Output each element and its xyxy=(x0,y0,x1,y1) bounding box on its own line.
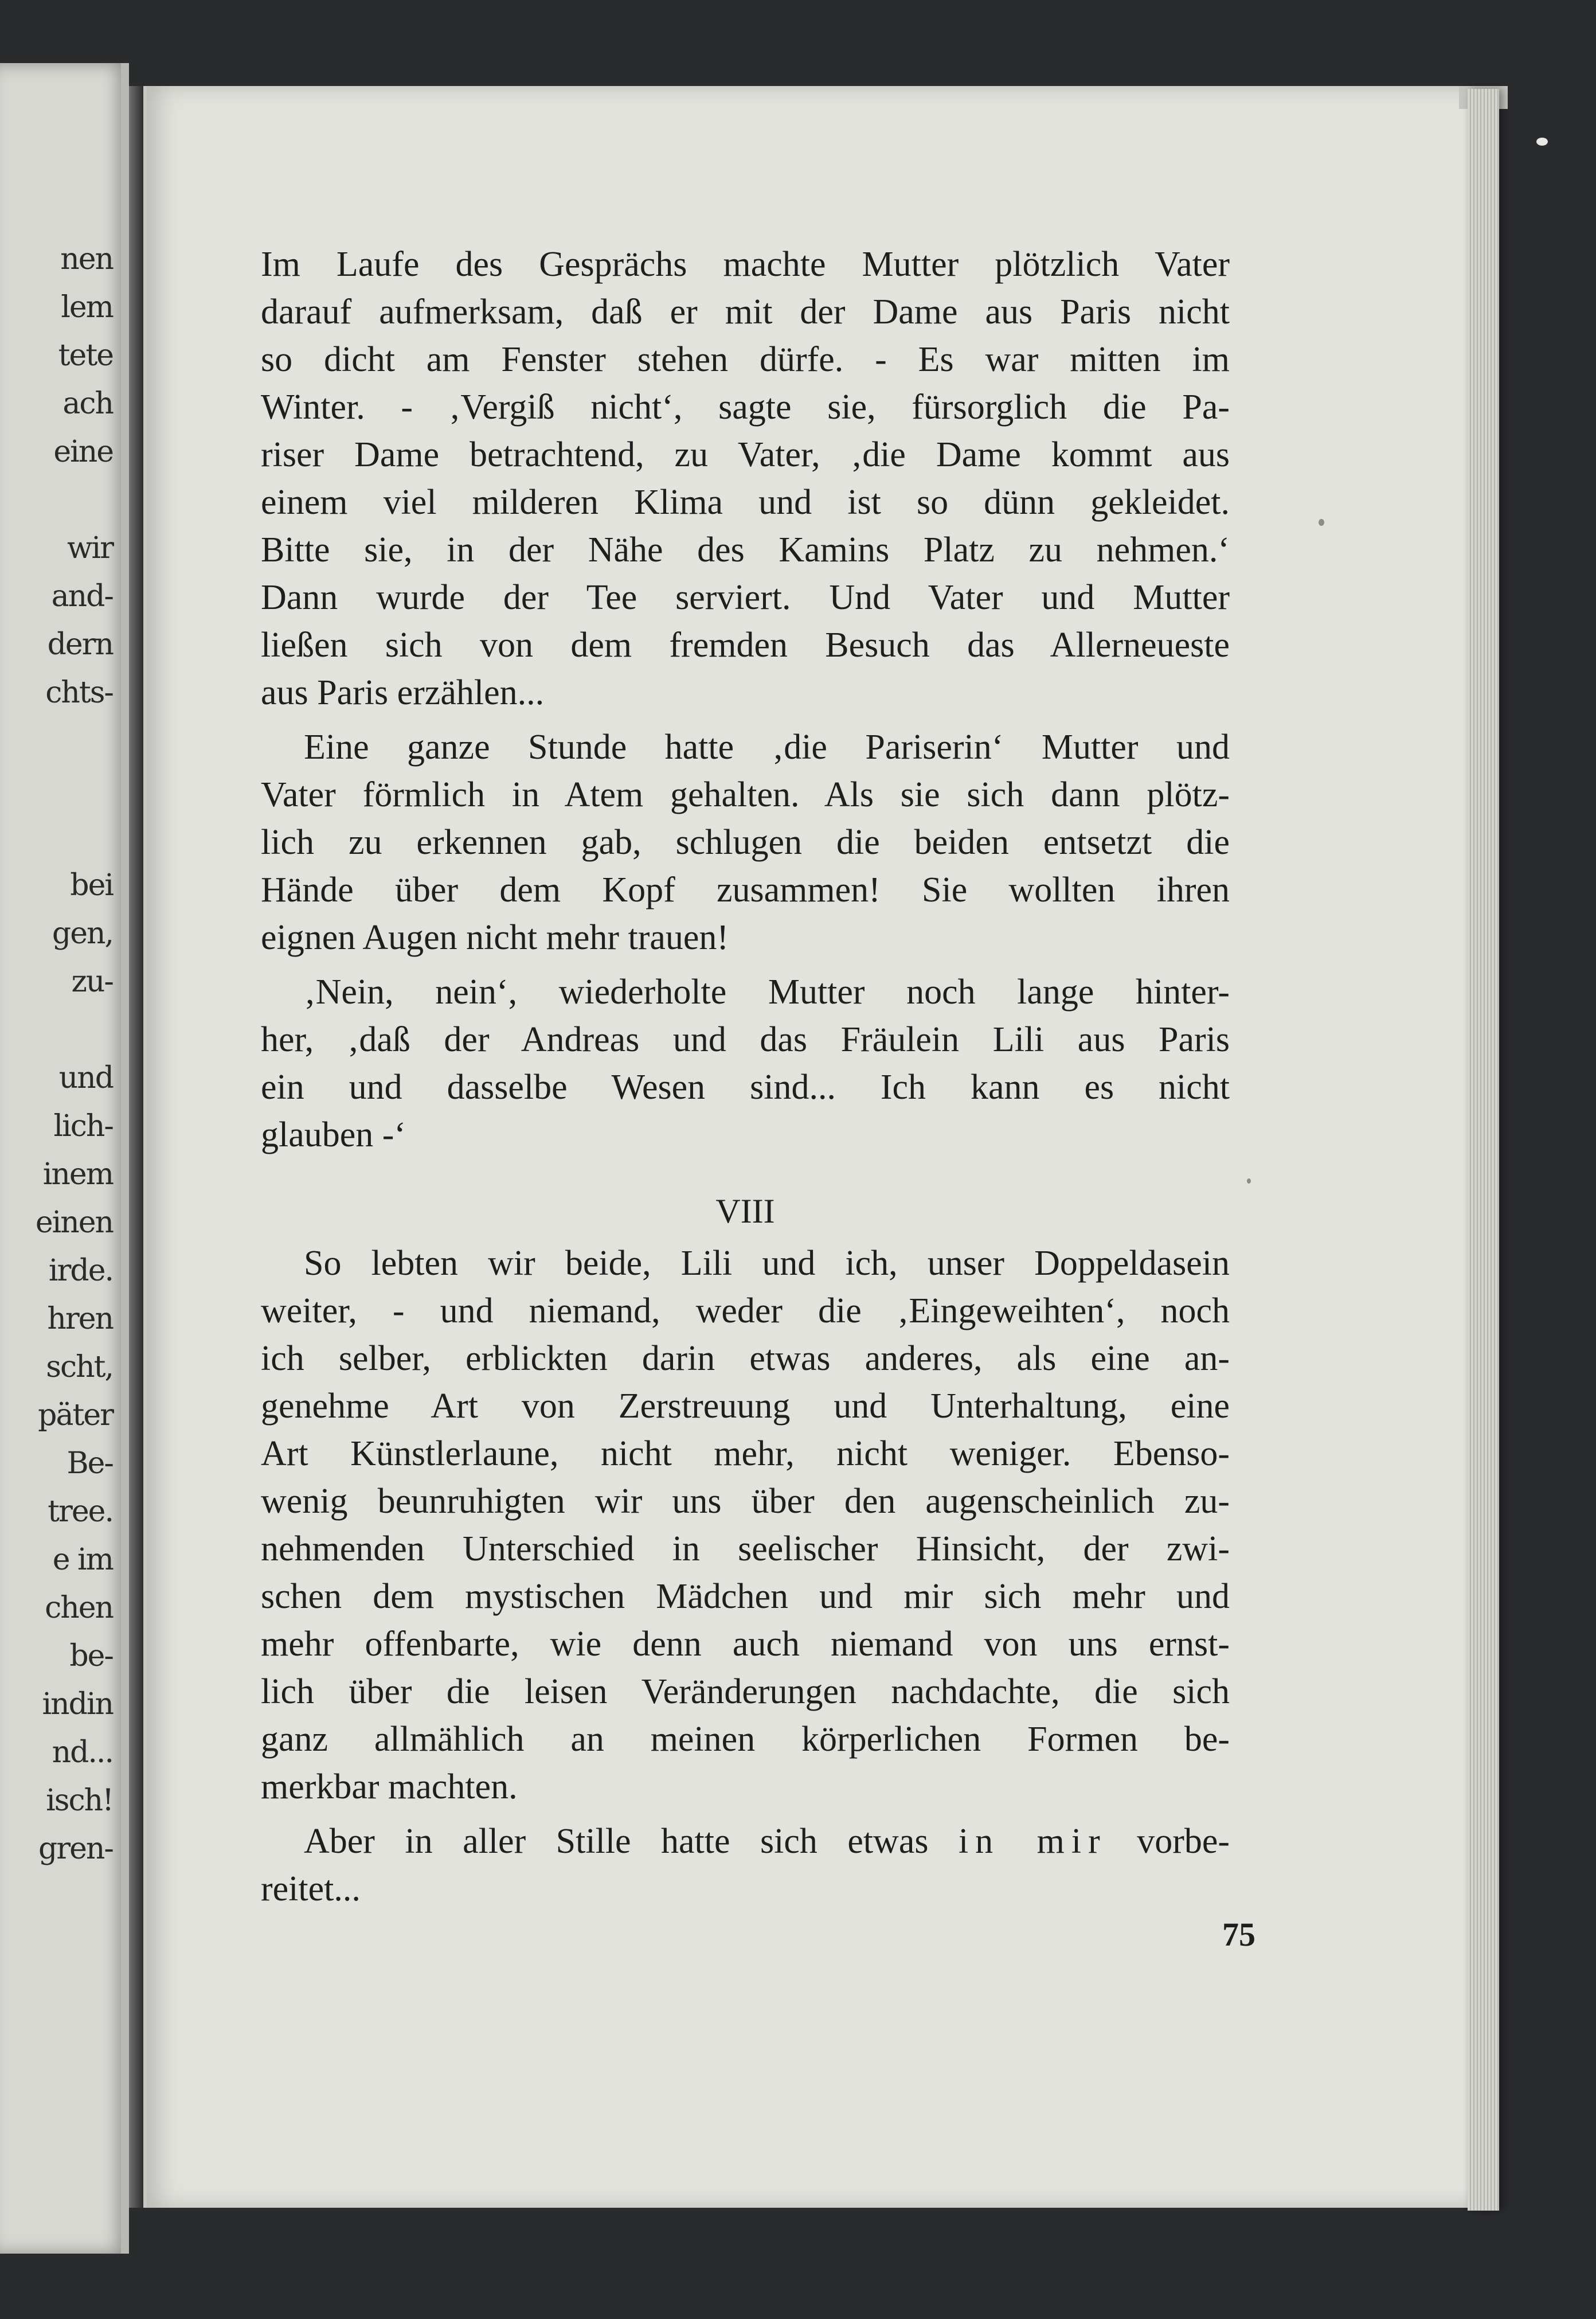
left-fragment: dern xyxy=(47,627,113,662)
left-fragment: chts- xyxy=(45,676,113,710)
left-page xyxy=(0,63,129,2254)
text-line: ‚Nein, nein‘, wiederholte Mutter noch lange hinter- xyxy=(304,973,1230,1012)
text-line: ließen sich von dem fremden Besuch das Allerneueste xyxy=(261,626,1230,665)
left-fragment: scht, xyxy=(46,1350,113,1384)
paragraph-4 xyxy=(261,1240,1230,1811)
left-fragment: be- xyxy=(69,1639,113,1673)
text-line xyxy=(261,1818,1230,1865)
text-line: Winter. - ‚Vergiß nicht‘, sagte sie, fürsorglich die Pa- xyxy=(261,388,1230,427)
page-body-text xyxy=(261,241,1230,1913)
left-fragment: chen xyxy=(45,1591,113,1625)
text-line: Hände über dem Kopf zusammen! Sie wollten ihren xyxy=(261,870,1230,909)
left-fragment: tree. xyxy=(48,1494,113,1529)
left-fragment: einen xyxy=(35,1205,113,1240)
left-fragment: lem xyxy=(61,290,113,325)
left-page-edge xyxy=(121,63,129,2254)
left-fragment xyxy=(0,717,113,765)
left-fragment xyxy=(0,1006,113,1054)
paragraph-2 xyxy=(261,724,1230,962)
text-line: Vater förmlich in Atem gehalten. Als sie sich dann plötz- xyxy=(261,775,1230,814)
text-line: merkbar machten. xyxy=(261,1767,518,1806)
text-line: genehme Art von Zerstreuung und Unterhaltung, eine xyxy=(261,1387,1230,1426)
text-line: darauf aufmerksam, daß er mit der Dame aus Paris nicht xyxy=(261,292,1230,331)
left-fragment: bei xyxy=(70,868,113,903)
left-fragment: gren- xyxy=(38,1832,113,1866)
paragraph-5 xyxy=(261,1818,1230,1913)
paper-speck xyxy=(1319,519,1324,526)
left-fragment: tete xyxy=(58,338,113,373)
left-fragment: inem xyxy=(42,1157,113,1192)
page-stack-edge xyxy=(1468,89,1499,2211)
paragraph-3 xyxy=(261,969,1230,1159)
text-line: wenig beunruhigten wir uns über den augenscheinlich zu- xyxy=(261,1482,1230,1521)
text-line: ich selber, erblickten darin etwas anderes, als eine an- xyxy=(261,1339,1230,1378)
left-page-text-fragments xyxy=(0,235,113,1873)
left-fragment: irde. xyxy=(48,1254,113,1288)
text-line: so dicht am Fenster stehen dürfe. - Es war mitten im xyxy=(261,340,1230,379)
text-line: weiter, - und niemand, weder die ‚Eingeweihten‘, noch xyxy=(261,1291,1230,1330)
left-fragment: päter xyxy=(38,1398,113,1432)
spaced-emphasis: in mir xyxy=(958,1822,1107,1861)
left-fragment: indin xyxy=(42,1687,113,1721)
left-fragment: zu- xyxy=(71,965,113,999)
text-line: mehr offenbarte, wie denn auch niemand von uns ernst- xyxy=(261,1625,1230,1664)
paper-speck xyxy=(1536,138,1548,146)
left-fragment: nd... xyxy=(52,1735,113,1770)
left-fragment: lich- xyxy=(53,1109,113,1143)
left-fragment: and- xyxy=(51,579,113,614)
text-line: her, ‚daß der Andreas und das Fräulein Lili aus Paris xyxy=(261,1020,1230,1059)
chapter-heading: VIII xyxy=(715,1192,775,1230)
text-line: glauben -‘ xyxy=(261,1115,406,1154)
paragraph-1 xyxy=(261,241,1230,717)
text-line: Art Künstlerlaune, nicht mehr, nicht weniger. Ebenso- xyxy=(261,1434,1230,1473)
text-line: schen dem mystischen Mädchen und mir sich mehr und xyxy=(261,1577,1230,1616)
text-line: So lebten wir beide, Lili und ich, unser Doppeldasein xyxy=(304,1244,1230,1283)
text-line: Im Laufe des Gesprächs machte Mutter plötzlich Vater xyxy=(261,245,1230,284)
text-line: lich zu erkennen gab, schlugen die beiden entsetzt die xyxy=(261,823,1230,862)
text-line: aus Paris erzählen... xyxy=(261,673,545,712)
left-fragment: nen xyxy=(60,242,113,276)
left-fragment: hren xyxy=(47,1302,113,1336)
left-fragment: Be- xyxy=(66,1446,113,1481)
text-line: Bitte sie, in der Nähe des Kamins Platz zu nehmen.‘ xyxy=(261,530,1230,569)
text-line: einem viel milderen Klima und ist so dünn gekleidet. xyxy=(261,483,1230,522)
text-line: lich über die leisen Veränderungen nachdachte, die sich xyxy=(261,1672,1230,1711)
paper-speck xyxy=(1247,1178,1251,1184)
text-run: vorbe- xyxy=(1137,1822,1230,1861)
text-line: riser Dame betrachtend, zu Vater, ‚die Dame kommt aus xyxy=(261,435,1230,474)
left-fragment xyxy=(0,813,113,861)
left-fragment: wir xyxy=(67,531,113,565)
text-line: Dann wurde der Tee serviert. Und Vater und Mutter xyxy=(261,578,1230,617)
text-line: ganz allmählich an meinen körperlichen Formen be- xyxy=(261,1720,1230,1759)
text-line: eignen Augen nicht mehr trauen! xyxy=(261,918,729,957)
text-line: nehmenden Unterschied in seelischer Hinsicht, der zwi- xyxy=(261,1529,1230,1568)
left-fragment: e im xyxy=(52,1543,113,1577)
text-line: ein und dasselbe Wesen sind... Ich kann es nicht xyxy=(261,1068,1230,1107)
text-run: Aber in aller Stille hatte sich etwas xyxy=(304,1822,929,1861)
left-fragment: und xyxy=(58,1061,113,1095)
left-fragment: eine xyxy=(53,435,113,469)
left-fragment: ach xyxy=(62,386,113,421)
left-fragment xyxy=(0,476,113,524)
left-fragment: gen, xyxy=(52,916,113,951)
page-number: 75 xyxy=(1222,1916,1255,1953)
text-line: Eine ganze Stunde hatte ‚die Pariserin‘ Mutter und xyxy=(304,728,1230,767)
text-line: reitet... xyxy=(261,1869,361,1908)
left-fragment: isch! xyxy=(46,1783,113,1818)
left-fragment xyxy=(0,765,113,813)
